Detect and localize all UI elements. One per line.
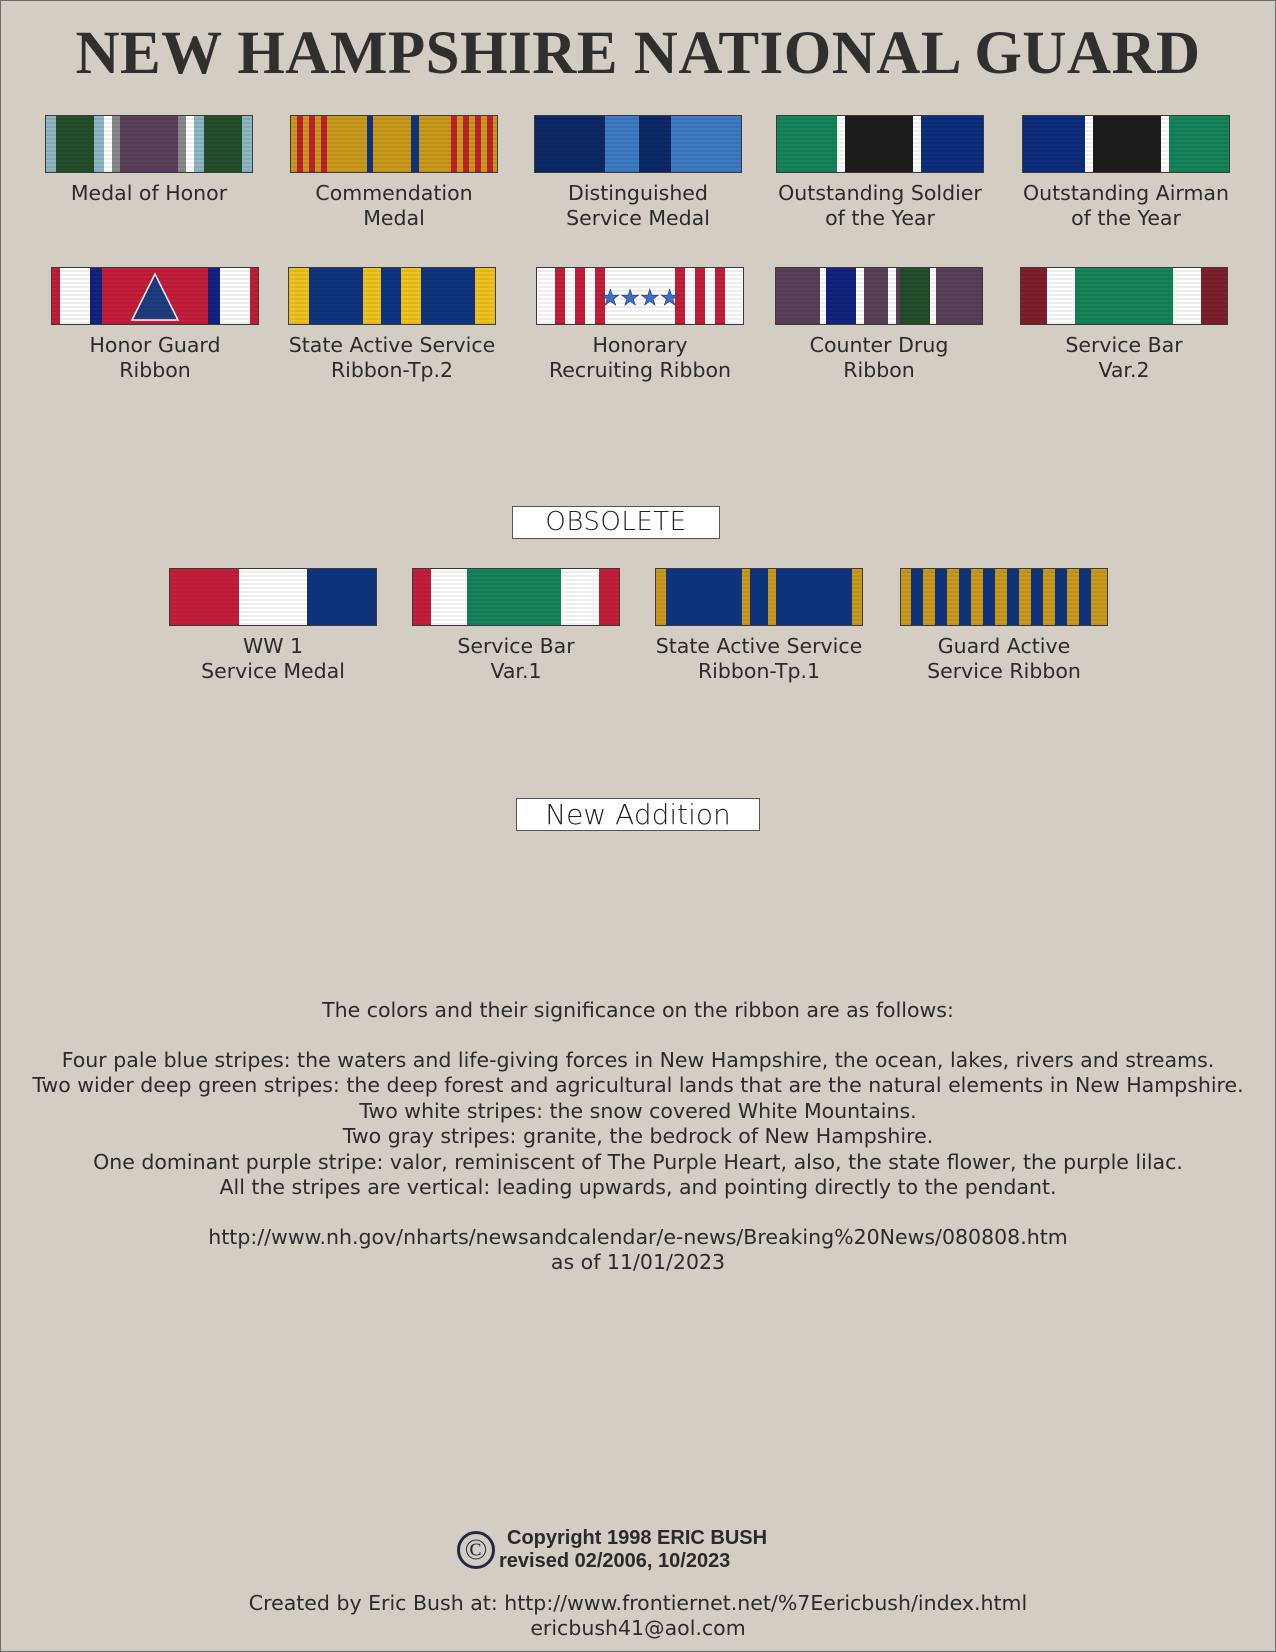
ribbon-outstanding-airman xyxy=(1002,115,1250,231)
ribbon-service-bar-var2 xyxy=(1000,267,1248,383)
ribbon-image xyxy=(536,267,744,325)
ribbon-label: Honor Guard Ribbon xyxy=(89,333,221,382)
ribbon-image xyxy=(655,568,863,626)
ribbon-state-active-service-tp1 xyxy=(635,568,883,684)
ribbon-image xyxy=(1022,115,1230,173)
ribbon-label: Counter Drug Ribbon xyxy=(809,333,949,382)
ribbon-image xyxy=(775,267,983,325)
ribbon-label: Service Bar Var.2 xyxy=(1065,333,1183,382)
ribbon-label: State Active Service Ribbon-Tp.1 xyxy=(655,634,863,683)
ribbon-ww1-service-medal xyxy=(149,568,397,684)
significance-line: Two wider deep green stripes: the deep forest and agricultural lands that are the natural elements in New Hampshire. xyxy=(32,1073,1244,1098)
significance-line: All the stripes are vertical: leading upwards, and pointing directly to the pendant. xyxy=(219,1175,1057,1200)
ribbon-label: Honorary Recruiting Ribbon xyxy=(548,333,732,382)
ribbon-image xyxy=(412,568,620,626)
ribbon-commendation-medal xyxy=(270,115,518,231)
ribbon-label: Medal of Honor xyxy=(70,181,228,205)
obsolete-heading: OBSOLETE xyxy=(512,506,720,539)
ribbon-distinguished-service-medal xyxy=(514,115,762,231)
ribbon-label: Service Bar Var.1 xyxy=(457,634,575,683)
ribbon-counter-drug xyxy=(755,267,1003,383)
revised-line: revised 02/2006, 10/2023 xyxy=(499,1550,731,1572)
ribbon-label: Outstanding Airman of the Year xyxy=(1023,181,1229,230)
source-url[interactable]: http://www.nh.gov/nharts/newsandcalendar/e-news/Breaking%20News/080808.htm xyxy=(208,1225,1068,1249)
created-by-link[interactable]: Created by Eric Bush at: http://www.frontiernet.net/%7Eericbush/index.html xyxy=(248,1591,1028,1615)
ribbon-service-bar-var1 xyxy=(392,568,640,684)
source-block xyxy=(1,1225,1275,1276)
significance-list xyxy=(1,1048,1275,1200)
page-title: NEW HAMPSHIRE NATIONAL GUARD xyxy=(75,20,1201,87)
copyright-icon: © xyxy=(457,1531,495,1569)
svg-text:★★★★: ★★★★ xyxy=(600,286,680,311)
ribbon-guard-active-service xyxy=(880,568,1128,684)
ribbon-image xyxy=(534,115,742,173)
ribbon-label: Guard Active Service Ribbon xyxy=(927,634,1081,683)
ribbon-honorary-recruiting xyxy=(516,267,764,383)
significance-intro: The colors and their significance on the ribbon are as follows: xyxy=(322,998,954,1022)
ribbon-image xyxy=(900,568,1108,626)
as-of-date: as of 11/01/2023 xyxy=(550,1250,726,1275)
significance-line: Two white stripes: the snow covered White Mountains. xyxy=(359,1098,917,1123)
ribbon-image xyxy=(1020,267,1228,325)
significance-line: Four pale blue stripes: the waters and life-giving forces in New Hampshire, the ocean, lakes, rivers and streams. xyxy=(61,1048,1215,1072)
ribbon-image xyxy=(776,115,984,173)
ribbon-image xyxy=(51,267,259,325)
copyright-text xyxy=(499,1527,767,1573)
ribbon-medal-of-honor xyxy=(25,115,273,206)
ribbon-state-active-service-tp2 xyxy=(268,267,516,383)
email-link[interactable]: ericbush41@aol.com xyxy=(530,1616,746,1640)
footer xyxy=(1,1591,1275,1641)
copyright-block xyxy=(457,1527,817,1579)
ribbon-label: Outstanding Soldier of the Year xyxy=(778,181,982,230)
ribbon-image xyxy=(45,115,253,173)
ribbon-image xyxy=(288,267,496,325)
significance-line: Two gray stripes: granite, the bedrock of New Hampshire. xyxy=(342,1124,934,1149)
significance-line: One dominant purple stripe: valor, reminiscent of The Purple Heart, also, the state flower, the purple lilac. xyxy=(93,1149,1183,1174)
ribbon-image xyxy=(169,568,377,626)
ribbon-image xyxy=(290,115,498,173)
copyright-line: Copyright 1998 ERIC BUSH xyxy=(507,1527,768,1549)
ribbon-label: Distinguished Service Medal xyxy=(566,181,710,230)
ribbon-outstanding-soldier xyxy=(756,115,1004,231)
ribbon-honor-guard xyxy=(31,267,279,383)
ribbon-label: Commendation Medal xyxy=(315,181,473,230)
new-addition-heading: New Addition xyxy=(516,798,760,831)
ribbon-label: WW 1 Service Medal xyxy=(201,634,345,683)
ribbon-label: State Active Service Ribbon-Tp.2 xyxy=(288,333,496,382)
